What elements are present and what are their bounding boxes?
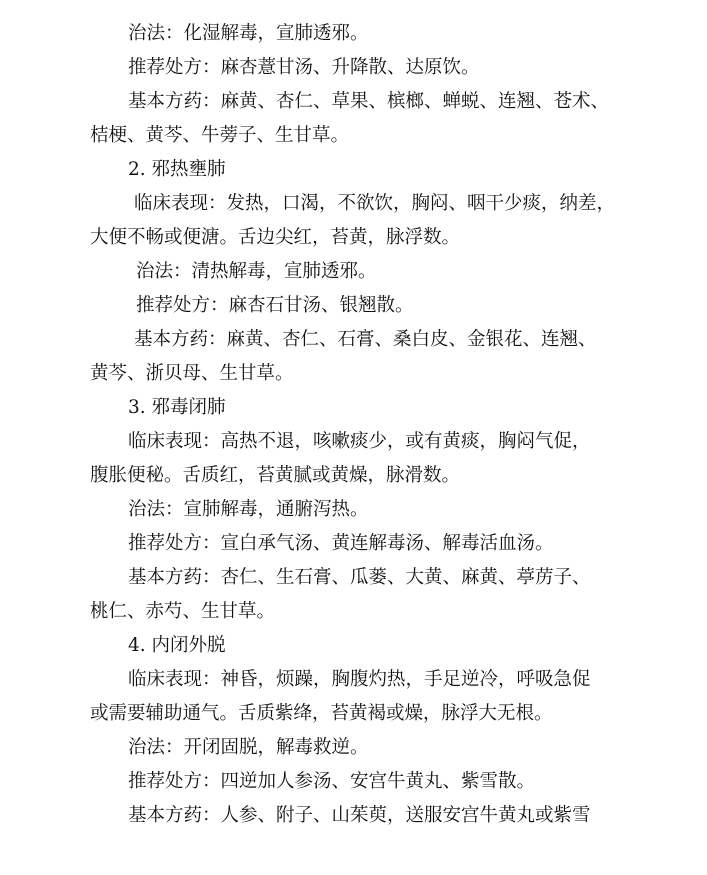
text-line: 推荐处方：四逆加人参汤、安宫牛黄丸、紫雪散。 — [128, 771, 536, 792]
text-line: 桔梗、黄芩、牛蒡子、生甘草。 — [90, 125, 350, 146]
text-line: 治法：化湿解毒，宣肺透邪。 — [128, 23, 369, 44]
text-line: 基本方药：麻黄、杏仁、石膏、桑白皮、金银花、连翘、 — [134, 329, 597, 350]
text-line: 基本方药：杏仁、生石膏、瓜蒌、大黄、麻黄、葶苈子、 — [128, 567, 591, 588]
text-line: 黄芩、浙贝母、生甘草。 — [90, 363, 294, 384]
text-line: 推荐处方：宣白承气汤、黄连解毒汤、解毒活血汤。 — [128, 533, 554, 554]
text-line: 或需要辅助通气。舌质紫绛，苔黄褐或燥，脉浮大无根。 — [90, 703, 553, 724]
text-line: 治法：宣肺解毒，通腑泻热。 — [128, 499, 369, 520]
text-line: 基本方药：人参、附子、山茱萸，送服安宫牛黄丸或紫雪 — [128, 805, 591, 826]
text-line: 基本方药：麻黄、杏仁、草果、槟榔、蝉蜕、连翘、苍术、 — [128, 91, 610, 112]
text-line: 治法：开闭固脱，解毒救逆。 — [128, 737, 369, 758]
text-line: 临床表现：神昏，烦躁，胸腹灼热，手足逆冷，呼吸急促 — [128, 669, 591, 690]
section-heading: 2. 邪热壅肺 — [128, 159, 226, 180]
text-line: 桃仁、赤芍、生甘草。 — [90, 601, 276, 622]
text-line: 推荐处方：麻杏石甘汤、银翘散。 — [136, 295, 414, 316]
text-line: 推荐处方：麻杏薏甘汤、升降散、达原饮。 — [128, 57, 480, 78]
text-line: 治法：清热解毒，宣肺透邪。 — [136, 261, 377, 282]
text-line: 腹胀便秘。舌质红，苔黄腻或黄燥，脉滑数。 — [90, 465, 461, 486]
section-heading: 3. 邪毒闭肺 — [128, 397, 226, 418]
text-line: 临床表现：发热，口渴，不欲饮，胸闷、咽干少痰，纳差， — [134, 193, 616, 214]
text-line: 大便不畅或便溏。舌边尖红，苔黄，脉浮数。 — [90, 227, 461, 248]
section-heading: 4. 内闭外脱 — [128, 635, 226, 656]
text-line: 临床表现：高热不退，咳嗽痰少，或有黄痰，胸闷气促， — [128, 431, 591, 452]
